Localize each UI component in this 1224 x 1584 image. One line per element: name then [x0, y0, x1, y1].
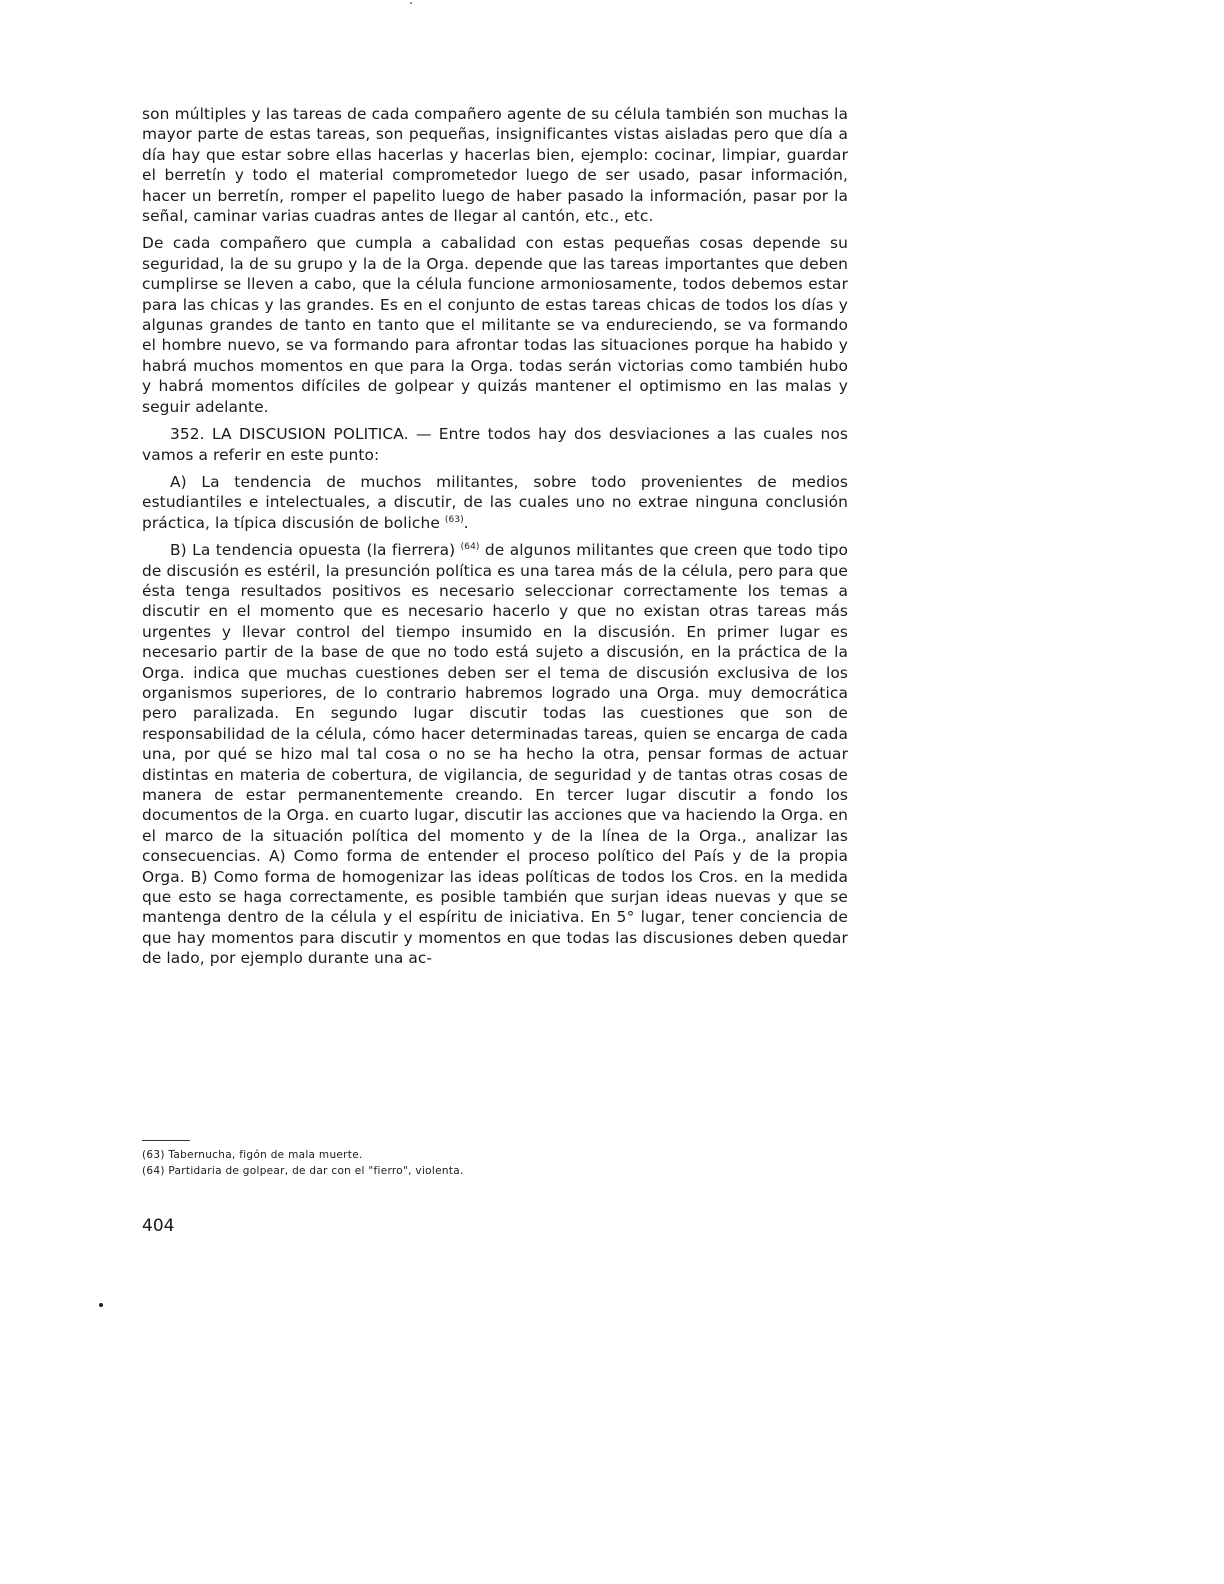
- page-number: 404: [142, 1216, 175, 1236]
- paragraph-a: [142, 472, 848, 533]
- scan-speck: [410, 2, 412, 4]
- footnote-64: (64) Partidaria de golpear, de dar con el "fierro", violenta.: [142, 1165, 464, 1177]
- paragraph-b-text: de algunos militantes que creen que todo tipo de discusión es estéril, la presunción política es una tarea más de la célula, pero para que ésta tenga resultados positivos es necesario seleccionar correctamente los temas a discutir en el momento que es necesario hacerlo y que no existan otras tareas más urgentes y llevar control del tiempo insumido en la discusión. En primer lugar es necesario partir de la base de que no todo está sujeto a discusión, en la práctica de la Orga. indica que muchas cuestiones deben ser el tema de discusión exclusiva de los organismos superiores, de lo contrario habremos logrado una Orga. muy democrática pero paralizada. En segundo lugar discutir todas las cuestiones que son de responsabilidad de la célula, cómo hacer determinadas tareas, quien se encarga de cada una, por qué se hizo mal tal cosa o no se ha hecho la otra, pensar formas de actuar distintas en materia de cobertura, de vigilancia, de seguridad y de tantas otras cosas de manera de estar permanentemente creando. En tercer lugar discutir a fondo los documentos de la Orga. en cuarto lugar, discutir las acciones que va haciendo la Orga. en el marco de la situación política del momento y de la línea de la Orga., analizar las consecuencias. A) Como forma de entender el proceso político del País y de la propia Orga. B) Como forma de homogenizar las ideas políticas de todos los Cros. en la medida que esto se haga correctamente, es posible también que surjan ideas nuevas y que se mantenga dentro de la célula y el espíritu de iniciativa. En 5° lugar, tener conciencia de que hay momentos para discutir y momentos en que todas las discusiones deben quedar de lado, por ejemplo durante una ac-: [142, 541, 848, 968]
- paragraph-b: [142, 540, 848, 969]
- paragraph-b-start: B) La tendencia opuesta (la fierrera): [170, 541, 461, 560]
- paragraph-continuation: son múltiples y las tareas de cada compañero agente de su célula también son muchas la mayor parte de estas tareas, son pequeñas, insignificantes vistas aisladas pero que día a día hay que estar sobre ellas hacerlas y hacerlas bien, ejemplo: cocinar, limpiar, guardar el berretín y todo el material comprometedor luego de ser usado, pasar información, hacer un berretín, romper el papelito luego de haber pasado la información, pasar por la señal, caminar varias cuadras antes de llegar al cantón, etc., etc.: [142, 105, 848, 226]
- paragraph-compañero: De cada compañero que cumpla a cabalidad con estas pequeñas cosas depende su seguridad, la de su grupo y la de la Orga. depende que las tareas importantes que deben cumplirse se lleven a cabo, que la célula funcione armoniosamente, todos debemos estar para las chicas y las grandes. Es en el conjunto de estas tareas chicas de todos los días y algunas grandes de tanto en tanto que el militante se va endureciendo, se va formando el hombre nuevo, se va formando para afrontar todas las situaciones porque ha habido y habrá muchos momentos en que para la Orga. todas serán victorias como también hubo y habrá momentos difíciles de golpear y quizás mantener el optimismo en las malas y seguir adelante.: [142, 234, 848, 416]
- footnote-ref-64: (64): [460, 542, 480, 552]
- paragraph-a-end: .: [463, 513, 469, 532]
- footnotes: [142, 1140, 848, 1179]
- body-text: [142, 104, 848, 969]
- footnote-divider: [142, 1140, 190, 1141]
- footnote-ref-63: (63): [444, 514, 464, 525]
- scan-dot: [99, 1303, 103, 1307]
- section-352-heading-paragraph: 352. LA DISCUSION POLITICA. — Entre todos hay dos desviaciones a las cuales nos vamos a referir en este punto:: [142, 425, 848, 464]
- paragraph-a-text: A) La tendencia de muchos militantes, sobre todo provenientes de medios estudiantiles e intelectuales, a discutir, de las cuales uno no extrae ninguna conclusión práctica, la típica discusión de boliche: [142, 472, 848, 532]
- footnote-63: (63) Tabernucha, figón de mala muerte.: [142, 1149, 363, 1161]
